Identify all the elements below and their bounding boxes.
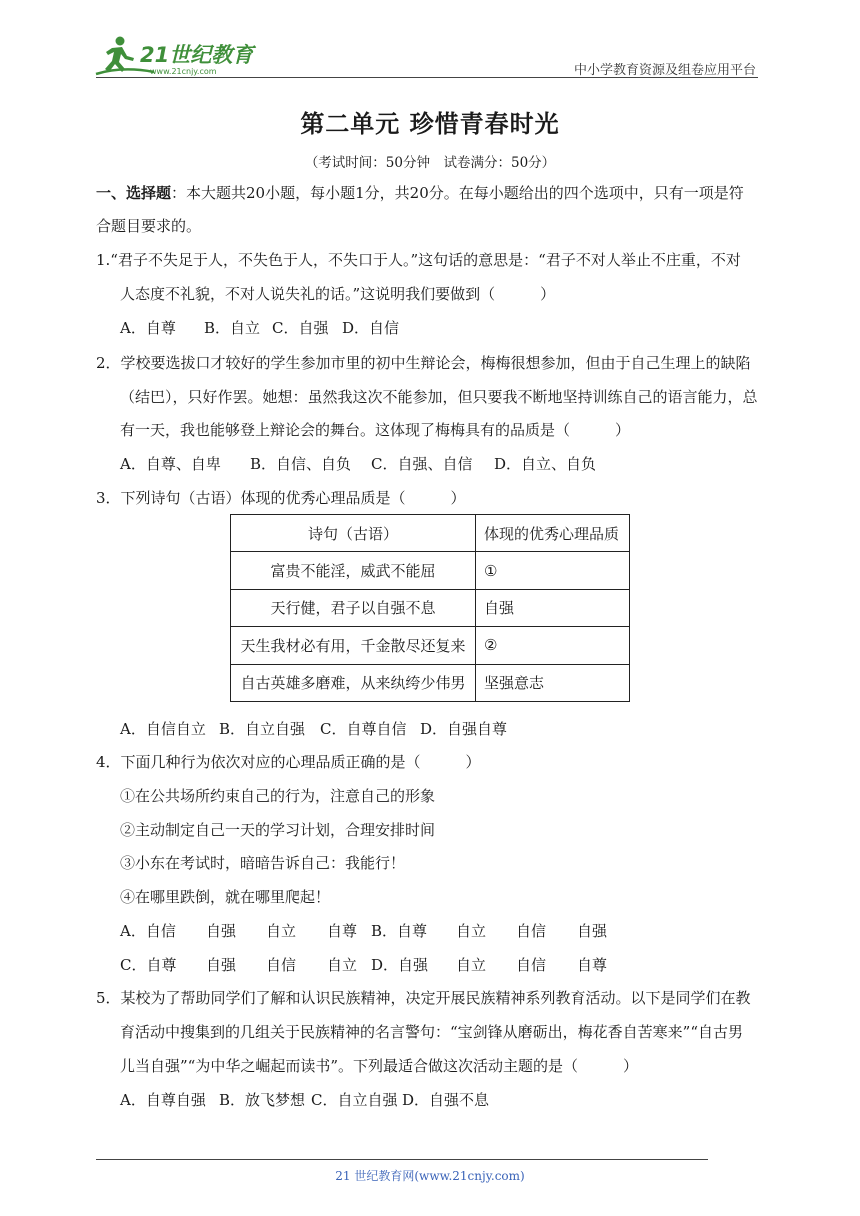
q4-statement-1: ①在公共场所约束自己的行为，注意自己的形象 <box>120 787 436 805</box>
table-row <box>231 589 630 626</box>
q4-option-d-word: 自尊 <box>577 956 608 974</box>
q4-option-b-word: 自信 <box>516 922 547 940</box>
table-row <box>231 664 630 701</box>
q2-option-a[interactable]: A．自尊、自卑 <box>120 455 221 473</box>
table-cell: ① <box>476 552 630 589</box>
q1-option-b[interactable]: B．自立 <box>204 319 261 337</box>
section-intro <box>96 183 744 203</box>
logo-text: 21世纪教育 <box>140 43 254 67</box>
q4-option-b[interactable]: B．自尊 <box>371 922 428 940</box>
q4-option-a-word: 自立 <box>266 922 297 940</box>
table-header: 体现的优秀心理品质 <box>476 515 630 552</box>
table-header: 诗句（古语） <box>231 515 476 552</box>
table-cell: 天行健，君子以自强不息 <box>231 589 476 626</box>
exam-info: （考试时间：50分钟 试卷满分：50分） <box>304 155 556 171</box>
q3-option-a[interactable]: A．自信自立 <box>120 720 206 738</box>
q4-statement-2: ②主动制定自己一天的学习计划，合理安排时间 <box>120 821 436 839</box>
table-row <box>231 552 630 589</box>
q4-option-b-word: 自强 <box>577 922 608 940</box>
q4-option-c-word: 自强 <box>206 956 237 974</box>
q4-option-a-word: 自尊 <box>327 922 358 940</box>
logo-url: www.21cnjy.com <box>150 67 217 76</box>
q1-option-a[interactable]: A．自尊 <box>120 319 176 337</box>
q4-option-d[interactable]: D．自强 <box>371 956 429 974</box>
q1-option-d[interactable]: D．自信 <box>342 319 400 337</box>
poem-quality-table <box>230 514 630 702</box>
question-2-line-2: （结巴），只好作罢。她想：虽然我这次不能参加，但只要我不断地坚持训练自己的语言能力，总 <box>120 388 758 406</box>
question-5-line-3: 儿当自强”“为中华之崛起而读书”。下列最适合做这次活动主题的是（ ） <box>120 1057 639 1075</box>
q4-option-a[interactable]: A．自信 <box>120 922 176 940</box>
question-2-line-1: 2．学校要选拔口才较好的学生参加市里的初中生辩论会，梅梅很想参加，但由于自己生理上的缺陷 <box>96 354 751 372</box>
section-label: 一、选择题 <box>96 184 172 202</box>
q4-option-c-word: 自信 <box>266 956 297 974</box>
section-text-cont: 合题目要求的。 <box>96 217 202 235</box>
q2-option-d[interactable]: D．自立、自负 <box>494 455 597 473</box>
question-5-line-2: 育活动中搜集到的几组关于民族精神的名言警句：“宝剑锋从磨砺出，梅花香自苦寒来”“自古男 <box>120 1023 744 1041</box>
question-1-line-1: 1.“君子不失足于人，不失色于人，不失口于人。”这句话的意思是：“君子不对人举止不庄重，不对 <box>96 251 741 269</box>
section-text: ：本大题共20小题，每小题1分，共20分。在每小题给出的四个选项中，只有一项是符 <box>171 184 744 202</box>
platform-name: 中小学教育资源及组卷应用平台 <box>573 63 756 78</box>
q5-option-a[interactable]: A．自尊自强 <box>120 1091 206 1109</box>
table-row <box>231 627 630 664</box>
table-header-row <box>231 515 630 552</box>
logo <box>92 32 262 78</box>
footer-link[interactable]: 21 世纪教育网(www.21cnjy.com) <box>335 1169 525 1183</box>
q4-option-c-word: 自立 <box>327 956 358 974</box>
table-cell: 天生我材必有用，千金散尽还复来 <box>231 627 476 664</box>
q4-option-b-word: 自立 <box>456 922 487 940</box>
q4-option-a-word: 自强 <box>206 922 237 940</box>
q5-option-b[interactable]: B．放飞梦想 <box>219 1091 306 1109</box>
q4-option-c[interactable]: C．自尊 <box>120 956 177 974</box>
question-5-line-1: 5．某校为了帮助同学们了解和认识民族精神，决定开展民族精神系列教育活动。以下是同学们在教 <box>96 989 751 1007</box>
q3-option-c[interactable]: C．自尊自信 <box>320 720 407 738</box>
header-divider <box>96 77 758 78</box>
table-cell: 坚强意志 <box>476 664 630 701</box>
q2-option-b[interactable]: B．自信、自负 <box>250 455 352 473</box>
q5-option-d[interactable]: D．自强不息 <box>402 1091 490 1109</box>
table-cell: 自强 <box>476 589 630 626</box>
question-3-line-1: 3．下列诗句（古语）体现的优秀心理品质是（ ） <box>96 489 466 507</box>
page-title: 第二单元 珍惜青春时光 <box>300 110 560 138</box>
q4-statement-3: ③小东在考试时，暗暗告诉自己：我能行！ <box>120 854 406 872</box>
q4-option-d-word: 自信 <box>516 956 547 974</box>
q5-option-c[interactable]: C．自立自强 <box>311 1091 398 1109</box>
q2-option-c[interactable]: C．自强、自信 <box>371 455 473 473</box>
q4-statement-4: ④在哪里跌倒，就在哪里爬起！ <box>120 888 331 906</box>
table-cell: 富贵不能淫，威武不能屈 <box>231 552 476 589</box>
question-4-line-1: 4．下面几种行为依次对应的心理品质正确的是（ ） <box>96 753 481 771</box>
table-cell: 自古英雄多磨难，从来纨绔少伟男 <box>231 664 476 701</box>
q1-option-c[interactable]: C．自强 <box>272 319 329 337</box>
q4-option-d-word: 自立 <box>456 956 487 974</box>
q3-option-b[interactable]: B．自立自强 <box>219 720 306 738</box>
question-1-line-2: 人态度不礼貌，不对人说失礼的话。”这说明我们要做到（ ） <box>120 285 556 303</box>
question-2-line-3: 有一天，我也能够登上辩论会的舞台。这体现了梅梅具有的品质是（ ） <box>120 421 631 439</box>
footer-divider <box>96 1159 708 1160</box>
table-cell: ② <box>476 627 630 664</box>
q3-option-d[interactable]: D．自强自尊 <box>420 720 508 738</box>
